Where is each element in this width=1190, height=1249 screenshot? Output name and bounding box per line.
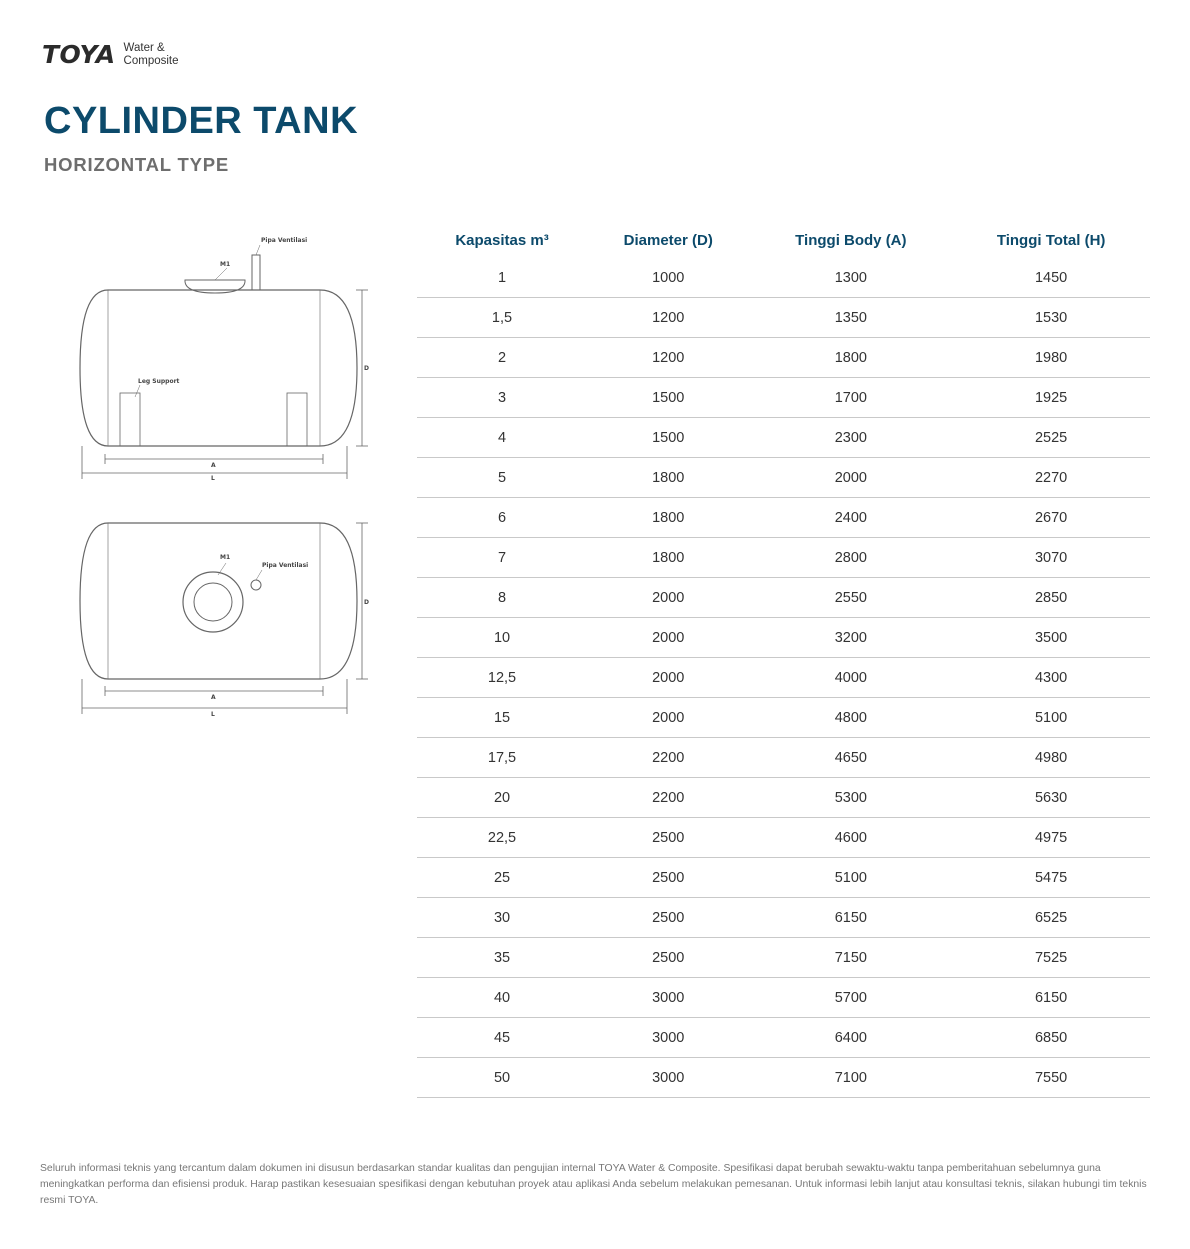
table-cell: 2500 — [587, 938, 749, 978]
table-cell: 1000 — [587, 258, 749, 298]
table-row — [417, 658, 1150, 698]
table-cell: 7550 — [952, 1058, 1150, 1098]
table-cell: 1925 — [952, 378, 1150, 418]
table-cell: 6150 — [952, 978, 1150, 1018]
table-cell: 35 — [417, 938, 587, 978]
table-cell: 1 — [417, 258, 587, 298]
table-cell: 3000 — [587, 1058, 749, 1098]
table-cell: 8 — [417, 578, 587, 618]
top-dim-a: A — [211, 694, 216, 701]
table-cell: 1500 — [587, 418, 749, 458]
table-cell: 1200 — [587, 298, 749, 338]
table-cell: 5100 — [952, 698, 1150, 738]
table-cell: 4975 — [952, 818, 1150, 858]
table-row — [417, 298, 1150, 338]
table-cell: 2000 — [587, 578, 749, 618]
table-cell: 5475 — [952, 858, 1150, 898]
table-cell: 2525 — [952, 418, 1150, 458]
table-cell: 4600 — [749, 818, 952, 858]
tank-diagrams — [70, 225, 380, 725]
brand-subtitle — [124, 42, 179, 68]
top-view-drawing — [80, 523, 368, 714]
table-cell: 2000 — [587, 698, 749, 738]
table-cell: 5100 — [749, 858, 952, 898]
page-title: CYLINDER TANK — [44, 100, 359, 142]
header-body-height: Tinggi Body (A) — [795, 231, 907, 249]
side-dim-d: D — [364, 365, 369, 372]
table-cell: 3000 — [587, 978, 749, 1018]
brand-logo — [42, 40, 179, 69]
table-cell: 1200 — [587, 338, 749, 378]
table-cell: 15 — [417, 698, 587, 738]
table-cell: 1530 — [952, 298, 1150, 338]
table-cell: 2850 — [952, 578, 1150, 618]
table-cell: 5630 — [952, 778, 1150, 818]
header-diameter: Diameter (D) — [623, 231, 713, 249]
table-cell: 7100 — [749, 1058, 952, 1098]
table-cell: 2000 — [587, 658, 749, 698]
table-cell: 5 — [417, 458, 587, 498]
spec-table-body — [417, 258, 1150, 1098]
table-row — [417, 578, 1150, 618]
table-cell: 4800 — [749, 698, 952, 738]
table-cell: 2550 — [749, 578, 952, 618]
table-cell: 7150 — [749, 938, 952, 978]
table-cell: 5300 — [749, 778, 952, 818]
brand-sub-line1: Water & — [123, 41, 165, 54]
table-cell: 3200 — [749, 618, 952, 658]
spec-table — [417, 222, 1150, 1098]
table-cell: 2200 — [587, 738, 749, 778]
page-subtitle: HORIZONTAL TYPE — [44, 154, 230, 175]
side-view-drawing — [80, 245, 368, 479]
top-manhole-label: M1 — [220, 554, 231, 561]
header-capacity: Kapasitas m³ — [455, 231, 549, 249]
table-cell: 5700 — [749, 978, 952, 1018]
table-cell: 22,5 — [417, 818, 587, 858]
brand-mark: TOYA — [42, 40, 116, 69]
table-cell: 3500 — [952, 618, 1150, 658]
table-row — [417, 258, 1150, 298]
table-cell: 50 — [417, 1058, 587, 1098]
table-cell: 1,5 — [417, 298, 587, 338]
table-cell: 25 — [417, 858, 587, 898]
side-manhole-label: M1 — [220, 261, 231, 268]
table-cell: 4650 — [749, 738, 952, 778]
table-cell: 2500 — [587, 818, 749, 858]
table-cell: 2000 — [587, 618, 749, 658]
table-cell: 4 — [417, 418, 587, 458]
table-cell: 4300 — [952, 658, 1150, 698]
table-cell: 7 — [417, 538, 587, 578]
table-row — [417, 458, 1150, 498]
side-dim-l: L — [211, 475, 215, 482]
table-cell: 3070 — [952, 538, 1150, 578]
table-cell: 2670 — [952, 498, 1150, 538]
table-row — [417, 338, 1150, 378]
table-cell: 2 — [417, 338, 587, 378]
table-row — [417, 418, 1150, 458]
table-cell: 3000 — [587, 1018, 749, 1058]
table-cell: 30 — [417, 898, 587, 938]
table-row — [417, 978, 1150, 1018]
side-dim-a: A — [211, 462, 216, 469]
table-cell: 3 — [417, 378, 587, 418]
table-cell: 40 — [417, 978, 587, 1018]
disclaimer: Seluruh informasi teknis yang tercantum dalam dokumen ini disusun berdasarkan standar kualitas dan pengujian internal TOYA Water & Composite. Spesifikasi dapat berubah sewaktu-waktu tanpa pemberitahuan sebelumnya guna meningkatkan performa dan efisiensi produk. Harap pastikan kesesuaian spesifikasi dengan kebutuhan proyek atau aplikasi Anda sebelum melakukan pemesanan. Untuk informasi lebih lanjut atau konsultasi teknis, silakan hubungi tim teknis resmi TOYA. — [40, 1163, 1147, 1206]
table-row — [417, 698, 1150, 738]
table-row — [417, 1018, 1150, 1058]
table-cell: 2500 — [587, 858, 749, 898]
table-cell: 1800 — [587, 498, 749, 538]
table-row — [417, 1058, 1150, 1098]
table-cell: 2300 — [749, 418, 952, 458]
top-pipe-label: Pipa Ventilasi — [262, 562, 309, 569]
table-row — [417, 858, 1150, 898]
table-cell: 6525 — [952, 898, 1150, 938]
table-cell: 2500 — [587, 898, 749, 938]
table-header-row — [417, 222, 1150, 258]
table-row — [417, 738, 1150, 778]
table-cell: 1500 — [587, 378, 749, 418]
table-cell: 4000 — [749, 658, 952, 698]
top-dim-l: L — [211, 711, 215, 718]
table-row — [417, 378, 1150, 418]
table-cell: 2000 — [749, 458, 952, 498]
table-row — [417, 898, 1150, 938]
table-cell: 1800 — [587, 538, 749, 578]
table-cell: 1350 — [749, 298, 952, 338]
table-cell: 6150 — [749, 898, 952, 938]
top-dim-d: D — [364, 599, 369, 606]
table-cell: 6 — [417, 498, 587, 538]
table-row — [417, 538, 1150, 578]
table-cell: 7525 — [952, 938, 1150, 978]
table-row — [417, 498, 1150, 538]
table-cell: 2270 — [952, 458, 1150, 498]
table-row — [417, 618, 1150, 658]
table-cell: 4980 — [952, 738, 1150, 778]
table-cell: 1450 — [952, 258, 1150, 298]
table-cell: 1800 — [749, 338, 952, 378]
table-cell: 45 — [417, 1018, 587, 1058]
table-row — [417, 778, 1150, 818]
header-total-height: Tinggi Total (H) — [996, 231, 1106, 249]
table-cell: 6850 — [952, 1018, 1150, 1058]
table-cell: 6400 — [749, 1018, 952, 1058]
table-cell: 2200 — [587, 778, 749, 818]
side-leg-label: Leg Support — [138, 378, 180, 385]
table-cell: 10 — [417, 618, 587, 658]
table-cell: 2400 — [749, 498, 952, 538]
table-cell: 1800 — [587, 458, 749, 498]
table-cell: 20 — [417, 778, 587, 818]
table-cell: 17,5 — [417, 738, 587, 778]
table-cell: 2800 — [749, 538, 952, 578]
brand-sub-line2: Composite — [123, 54, 179, 67]
table-cell: 1980 — [952, 338, 1150, 378]
table-cell: 12,5 — [417, 658, 587, 698]
table-row — [417, 938, 1150, 978]
table-row — [417, 818, 1150, 858]
table-cell: 1700 — [749, 378, 952, 418]
side-pipe-label: Pipa Ventilasi — [261, 237, 308, 244]
table-cell: 1300 — [749, 258, 952, 298]
